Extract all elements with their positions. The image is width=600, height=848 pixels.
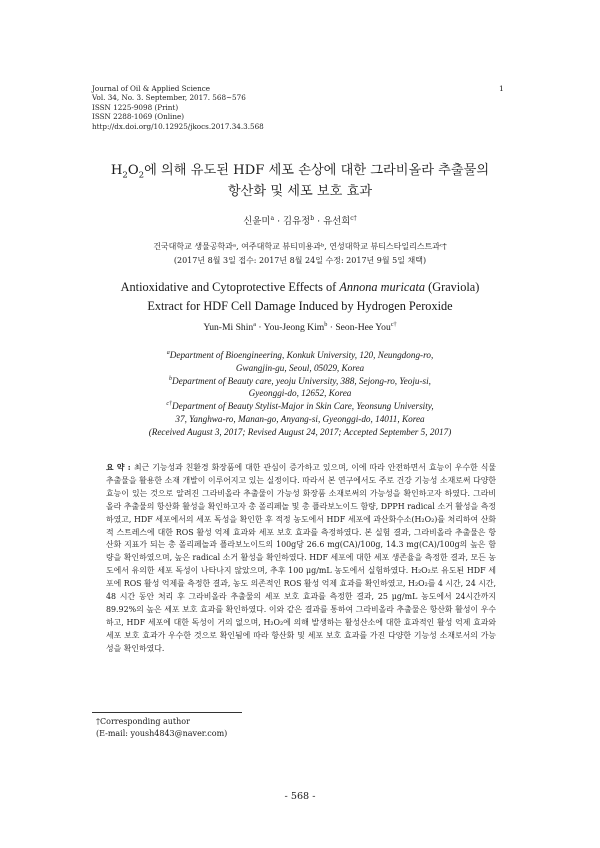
- doi-link[interactable]: http://dx.doi.org/10.12925/jkocs.2017.34.3.568: [92, 121, 264, 131]
- korean-affiliation-line: 건국대학교 생물공학과ᵃ, 여주대학교 뷰티미용과ᵇ, 연성대학교 뷰티스타일리스트과ᶜ†: [153, 242, 447, 251]
- affiliation-line: 37, Yanghwa-ro, Manan-go, Anyang-si, Gyeonggi-do, 14011, Korea: [175, 413, 425, 424]
- journal-header: [92, 84, 264, 131]
- english-authors: Yun-Mi Shin$^a$ · You-Jeong Kim$^b$ · Seon-Hee You$^{c\dagger}$: [203, 320, 397, 333]
- english-affiliations: [40, 349, 560, 439]
- korean-dates: (2017년 8월 3일 접수: 2017년 8월 24일 수정: 2017년 9월 5일 채택): [173, 255, 427, 265]
- author-name: 김유정: [283, 216, 311, 227]
- affiliation-line: Gyeonggi-do, 12652, Korea: [248, 388, 352, 399]
- volume-info: Vol. 34, No. 3. September, 2017. 568~576: [92, 93, 246, 103]
- author-name: Seon-Hee You: [335, 322, 391, 333]
- issn-online: ISSN 2288-1069 (Online): [92, 112, 185, 122]
- author-name: You-Jeong Kim: [263, 322, 325, 333]
- page-footer: - 568 -: [284, 791, 316, 802]
- page-number: 1: [499, 84, 504, 93]
- abstract-label: 요 약 :: [106, 463, 134, 472]
- korean-title-line2: 항산화 및 세포 보호 효과: [227, 184, 373, 199]
- received-dates: (Received August 3, 2017; Revised August 24, 2017; Accepted September 5, 2017): [148, 426, 452, 437]
- footnote: [96, 716, 227, 741]
- affiliation-line: $^{c\dagger}$Department of Beauty Stylist-Major in Skin Care, Yeonsung University,: [166, 401, 434, 412]
- affiliation-line: $^a$Department of Bioengineering, Konkuk University, 120, Neungdong-ro,: [166, 349, 434, 360]
- affiliation-line: $^b$Department of Beauty care, yeoju University, 388, Sejong-ro, Yeoju-si,: [169, 375, 431, 386]
- affiliation-line: Gwangjin-gu, Seoul, 05029, Korea: [235, 362, 365, 373]
- english-title: [40, 278, 560, 315]
- korean-title-line1: $H_2O_2$에 의해 유도된 HDF 세포 손상에 대한 그라비올라 추출물의: [110, 163, 490, 181]
- abstract: [106, 462, 496, 656]
- english-title-line1: Antioxidative and Cytoprotective Effects of Annona muricata (Graviola): [120, 280, 480, 294]
- korean-affiliations: [40, 240, 560, 267]
- author-email[interactable]: (E-mail: yoush4843@naver.com): [96, 729, 228, 739]
- korean-authors: 신윤미$^a$ · 김유정$^b$ · 유선희$^{c\dagger}$: [243, 214, 357, 227]
- corresponding-author: †Corresponding author: [96, 717, 190, 726]
- author-name: Yun-Mi Shin: [203, 322, 254, 333]
- journal-name: Journal of Oil & Applied Science: [92, 84, 211, 93]
- english-title-line2: Extract for HDF Cell Damage Induced by Hydrogen Peroxide: [147, 298, 453, 313]
- footnote-divider: [92, 712, 242, 713]
- issn-print: ISSN 1225-9098 (Print): [92, 102, 179, 112]
- author-name: 신윤미: [243, 216, 271, 227]
- korean-title: [40, 160, 560, 202]
- abstract-text: 최근 기능성과 친환경 화장품에 대한 관심이 증가하고 있으며, 이에 따라 안전하면서 효능이 우수한 식물 추출물을 활용한 소재 개발이 이루어지고 있는 실정이다. 따라서 본 연구에서도 주로 건강 기능성 소재로써 다양한 효능이 있는 것으로 알려진 그라비올라 추출물이 가능성 화장품 소재로써의 가능성을 확인하고자 하였다. 그라비올라 추출물의 항산화 활성을 확인하고자 총 폴리페놀 및 총 플라보노이드 함량, DPPH radical 소거 활성을 측정하였고, HDF 세포에서의 세포 독성을 확인한 후 적정 농도에서 HDF 세포에 과산화수소(H₂O₂)를 처리하여 산화적 스트레스에 대한 ROS 활성 억제 효과와 세포 보호 효과를 측정하였다. 본 실험 결과, 그라비올라 추출물은 항산화 지표가 되는 총 폴리페놀과 플라보노이드의 100g당 26.6 mg(CA)/100g, 14.3 mg(CA)/100g의 높은 함량을 확인하였으며, 높은 radical 소거 활성을 확인하였다. HDF 세포에 대한 세포 생존율을 측정한 결과, 모든 농도에서 유의한 세포 독성이 나타나지 않았으며, 추후 100 μg/mL 농도에서 실험하였다. H₂O₂로 유도된 HDF 세포에 ROS 활성 억제를 측정한 결과, 농도 의존적인 ROS 활성 억제 효과를 확인하였고, H₂O₂를 4 시간, 24 시간, 48 시간 동안 처리 후 그라비올라 추출물의 세포 보호 효과를 측정한 결과, 25 μg/mL 농도에서 24시간까지 89.92%의 높은 세포 보호 효과를 확인하였다. 이와 같은 결과를 통하여 그라비올라 추출물은 항산화 활성이 우수하고, HDF 세포에 대한 독성이 거의 없으며, H₂O₂에 의해 발생하는 활성산소에 대한 효과적인 활성 억제 효과와 세포 보호 효과가 우수한 것으로 확인됨에 따라 항산화 및 세포 보호 효과를 가진 다양한 기능성 소재로서의 가능성을 확인하였다.: [106, 463, 496, 653]
- author-name: 유선희: [323, 216, 351, 227]
